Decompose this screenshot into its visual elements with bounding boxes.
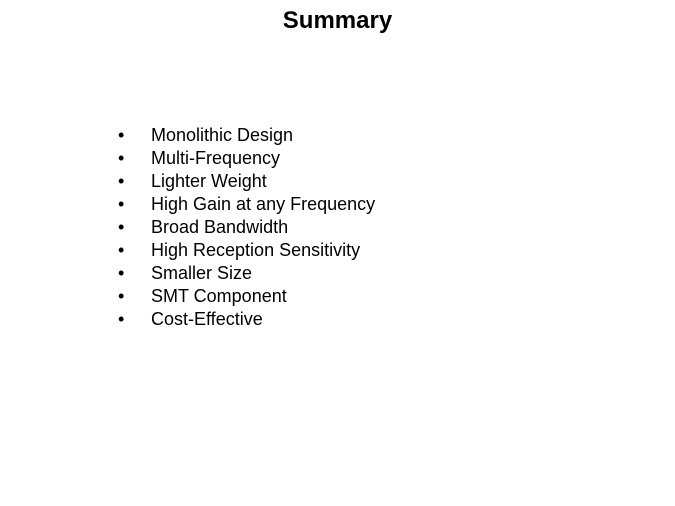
- bullet-icon: •: [118, 125, 125, 145]
- bullet-icon: •: [118, 171, 125, 191]
- bullet-text: Multi-Frequency: [151, 148, 281, 168]
- bullet-text: SMT Component: [151, 286, 287, 306]
- bullet-icon: •: [118, 217, 125, 237]
- bullet-text: Monolithic Design: [151, 125, 294, 145]
- bullet-icon: •: [118, 240, 125, 260]
- bullet-icon: •: [118, 263, 125, 283]
- bullet-text: High Reception Sensitivity: [151, 240, 361, 260]
- bullet-icon: •: [118, 194, 125, 214]
- bullet-icon: •: [118, 148, 125, 168]
- bullet-icon: •: [118, 309, 125, 329]
- bullet-text: Broad Bandwidth: [151, 217, 289, 237]
- bullet-text: Smaller Size: [151, 263, 253, 283]
- bullet-text: Lighter Weight: [151, 171, 267, 191]
- bullet-text: Cost-Effective: [151, 309, 263, 329]
- bullet-icon: •: [118, 286, 125, 306]
- slide-title: Summary: [282, 7, 393, 34]
- bullet-text: High Gain at any Frequency: [151, 194, 376, 214]
